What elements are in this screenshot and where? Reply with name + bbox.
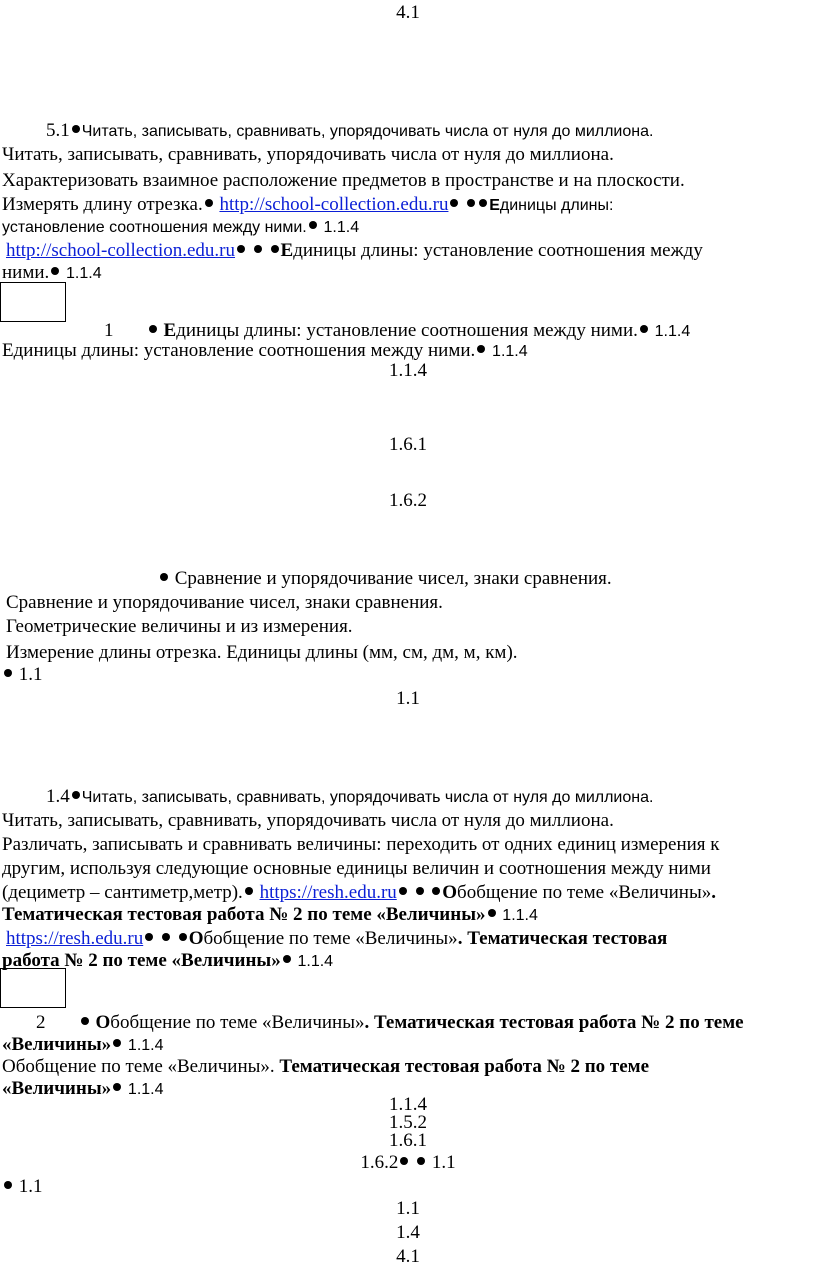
code-label: 1.1.4 — [389, 360, 427, 381]
section-row — [46, 786, 653, 809]
row-number: 2 — [36, 1012, 46, 1033]
code-label: 1.6.2 — [360, 1152, 399, 1173]
text-line: Читать, записывать, сравнивать, упорядочивать числа от нуля до миллиона. — [2, 144, 614, 165]
bullet-icon — [309, 221, 317, 229]
bullet-icon — [399, 887, 407, 895]
section-number: 1.4 — [46, 786, 70, 807]
bullet-icon — [160, 573, 168, 581]
bullet-line — [2, 664, 43, 686]
school-collection-link[interactable]: http://school-collection.edu.ru — [6, 240, 236, 261]
bullet-icon — [417, 1157, 425, 1165]
text: . — [364, 1012, 370, 1033]
text-line: Различать, записывать и сравнивать величины: переходить от одних единиц измерения к — [2, 834, 720, 855]
code-label: 1.1 — [18, 1176, 43, 1197]
bold-letter: Е — [280, 240, 294, 261]
text: «Величины» — [2, 1078, 112, 1099]
text: установление соотношения между ними. — [2, 219, 307, 236]
bullet-icon — [640, 325, 648, 333]
section-row — [46, 120, 653, 143]
bullet-icon — [432, 887, 440, 895]
bullet-icon — [81, 1017, 89, 1025]
text: Тематическая тестовая работа № 2 по теме «Величины» — [2, 904, 486, 925]
text: работа № 2 по теме «Величины» — [2, 950, 281, 971]
bold-letter: Е — [489, 197, 500, 214]
text-line: Геометрические величины и из измерения. — [6, 616, 353, 637]
code-label: 1.1.4 — [297, 953, 334, 970]
bullet-icon — [271, 245, 279, 253]
bullet-icon — [179, 933, 187, 941]
text: ними. — [2, 262, 50, 283]
table-row — [36, 1012, 744, 1034]
text-line: Читать, записывать, сравнивать, упорядочивать числа от нуля до миллиона. — [2, 810, 614, 831]
bullet-icon — [467, 199, 475, 207]
text-line: Измерение длины отрезка. Единицы длины (мм, см, дм, м, км). — [6, 642, 518, 663]
bullet-icon — [479, 199, 487, 207]
bullet-icon — [416, 887, 424, 895]
bullet-icon — [113, 1039, 121, 1047]
text-line — [6, 928, 667, 950]
code-label: 4.1 — [396, 1246, 420, 1267]
text: бобщение по теме «Величины» — [203, 928, 458, 949]
bullet-icon — [450, 199, 458, 207]
section-number: 5.1 — [46, 120, 70, 141]
bullet-icon — [145, 933, 153, 941]
code-label: 1.1.4 — [323, 219, 360, 236]
row-number: 1 — [104, 320, 114, 341]
bullet-icon — [205, 199, 213, 207]
text: Обобщение по теме «Величины». — [2, 1056, 275, 1077]
bullet-icon — [488, 909, 496, 917]
text: Тематическая тестовая работа № 2 по теме — [373, 1012, 744, 1033]
bullet-icon — [477, 345, 485, 353]
code-label: 1.1.4 — [502, 907, 538, 924]
table-cell-box — [0, 968, 66, 1008]
code-label: 1.1.4 — [66, 265, 102, 282]
code-label: 1.6.1 — [389, 1130, 427, 1151]
bullet-line — [2, 1176, 43, 1198]
bullet-icon — [72, 791, 80, 799]
text: Измерять длину отрезка. — [2, 194, 203, 215]
code-line — [0, 1152, 816, 1174]
text: «Величины» — [2, 1034, 112, 1055]
section-lead: Читать, записывать, сравнивать, упорядочивать числа от нуля до миллиона. — [81, 123, 654, 140]
bullet-icon — [113, 1083, 121, 1091]
bullet-line — [158, 568, 612, 590]
code-label: 1.1 — [18, 664, 43, 685]
code-label: 1.1.4 — [492, 343, 528, 360]
code-label: 1.1 — [396, 688, 420, 709]
text-line — [2, 882, 716, 904]
resh-link[interactable]: https://resh.edu.ru — [259, 882, 397, 903]
bullet-icon — [283, 955, 291, 963]
text: Тематическая тестовая работа № 2 по теме — [279, 1056, 650, 1077]
section-lead: Читать, записывать, сравнивать, упорядочивать числа от нуля до миллиона. — [81, 789, 654, 806]
bold-letter: О — [95, 1012, 111, 1033]
text-line — [2, 904, 538, 927]
code-label: 1.1.4 — [389, 1094, 427, 1115]
text-line — [2, 194, 613, 217]
text: Сравнение и упорядочивание чисел, знаки сравнения. — [174, 568, 612, 589]
code-label: 1.1 — [431, 1152, 456, 1173]
code-label: 1.5.2 — [389, 1112, 427, 1133]
text: Тематическая тестовая — [467, 928, 668, 949]
resh-link[interactable]: https://resh.edu.ru — [6, 928, 144, 949]
text-line: Сравнение и упорядочивание чисел, знаки сравнения. — [6, 592, 443, 613]
bullet-icon — [254, 245, 262, 253]
code-label: 1.1.4 — [127, 1037, 164, 1054]
text: . — [711, 882, 716, 903]
text: диницы длины: установление соотношения между — [293, 240, 703, 261]
code-label: 1.1.4 — [654, 323, 691, 340]
bold-letter: Е — [163, 320, 177, 341]
code-label: 1.6.1 — [389, 434, 427, 455]
text: . — [457, 928, 463, 949]
code-label: 1.1 — [396, 1198, 420, 1219]
code-label: 1.6.2 — [389, 490, 427, 511]
text-line: Характеризовать взаимное расположение предметов в пространстве и на плоскости. — [2, 170, 685, 191]
code-label: 4.1 — [396, 2, 420, 23]
bullet-icon — [245, 887, 253, 895]
text: диницы длины: — [499, 197, 614, 214]
text: бобщение по теме «Величины» — [457, 882, 712, 903]
text-line — [6, 240, 703, 262]
text: Единицы длины: установление соотношения между ними. — [2, 340, 476, 361]
bullet-icon — [162, 933, 170, 941]
text: диницы длины: установление соотношения между ними. — [176, 320, 638, 341]
bullet-icon — [400, 1157, 408, 1165]
school-collection-link[interactable]: http://school-collection.edu.ru — [219, 194, 449, 215]
bullet-icon — [149, 325, 157, 333]
bullet-icon — [237, 245, 245, 253]
bullet-icon — [4, 1181, 12, 1189]
text: (дециметр – сантиметр,метр). — [2, 882, 243, 903]
bold-letter: О — [442, 882, 458, 903]
bullet-icon — [72, 125, 80, 133]
text: бобщение по теме «Величины» — [110, 1012, 365, 1033]
bullet-icon — [4, 669, 12, 677]
text-line — [2, 1056, 649, 1078]
bullet-icon — [51, 267, 59, 275]
code-label: 1.1.4 — [127, 1081, 164, 1098]
text-line: другим, используя следующие основные единицы величин и соотношения между ними — [2, 858, 711, 879]
code-label: 1.4 — [396, 1222, 420, 1243]
bold-letter: О — [188, 928, 204, 949]
table-cell-box — [0, 282, 66, 322]
text-line — [2, 1034, 164, 1057]
text-line — [2, 216, 359, 239]
